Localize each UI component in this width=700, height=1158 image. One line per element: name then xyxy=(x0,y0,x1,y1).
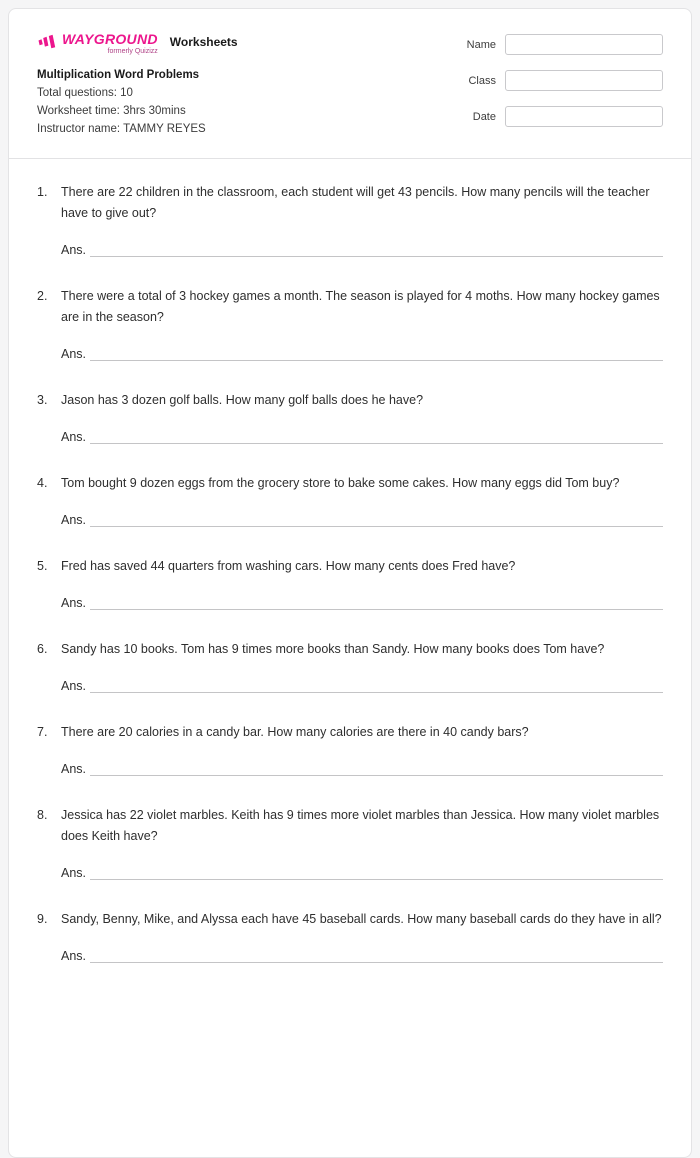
answer-label: Ans. xyxy=(61,596,87,610)
question-number: 8. xyxy=(37,808,48,822)
answer-label: Ans. xyxy=(61,430,87,444)
answer-label: Ans. xyxy=(61,347,87,361)
question-block xyxy=(37,182,663,257)
question-number: 2. xyxy=(37,289,48,303)
question-row xyxy=(37,805,663,847)
question-block xyxy=(37,556,663,610)
answer-row xyxy=(61,238,663,257)
question-block xyxy=(37,805,663,880)
answer-row xyxy=(61,508,663,527)
answer-blank-line xyxy=(90,676,663,693)
question-text: Jessica has 22 violet marbles. Keith has 9 times more violet marbles than Jessica. How many violet marbles does Keith have? xyxy=(61,808,660,843)
worksheet-time: Worksheet time: 3hrs 30mins xyxy=(37,105,186,117)
question-text: Fred has saved 44 quarters from washing cars. How many cents does Fred have? xyxy=(61,559,516,573)
worksheet-card xyxy=(8,8,692,1158)
answer-label: Ans. xyxy=(61,762,87,776)
answer-row xyxy=(61,591,663,610)
name-input[interactable] xyxy=(505,34,663,55)
question-text: There are 22 children in the classroom, each student will get 43 pencils. How many pencils will the teacher have to give out? xyxy=(61,185,650,220)
question-number: 6. xyxy=(37,642,48,656)
answer-label: Ans. xyxy=(61,243,87,257)
question-text: Jason has 3 dozen golf balls. How many golf balls does he have? xyxy=(61,393,424,407)
class-field-row xyxy=(452,70,663,91)
question-row xyxy=(37,473,663,494)
question-row xyxy=(37,390,663,411)
date-field-row xyxy=(452,106,663,127)
name-field-row xyxy=(452,34,663,55)
answer-label: Ans. xyxy=(61,949,87,963)
question-text: Tom bought 9 dozen eggs from the grocery store to bake some cakes. How many eggs did Tom buy? xyxy=(61,476,620,490)
answer-blank-line xyxy=(90,344,663,361)
question-number: 5. xyxy=(37,559,48,573)
questions-list xyxy=(9,159,691,1032)
answer-label: Ans. xyxy=(61,866,87,880)
question-row xyxy=(37,556,663,577)
question-row xyxy=(37,182,663,224)
question-row xyxy=(37,909,663,930)
answer-label: Ans. xyxy=(61,679,87,693)
answer-label: Ans. xyxy=(61,513,87,527)
question-number: 7. xyxy=(37,725,48,739)
question-row xyxy=(37,639,663,660)
question-number: 4. xyxy=(37,476,48,490)
answer-blank-line xyxy=(90,593,663,610)
answer-row xyxy=(61,861,663,880)
brand-row xyxy=(37,31,238,55)
question-block xyxy=(37,909,663,963)
total-questions: Total questions: 10 xyxy=(37,87,133,99)
question-number: 9. xyxy=(37,912,48,926)
answer-blank-line xyxy=(90,863,663,880)
student-fields xyxy=(452,34,663,142)
brand-text xyxy=(62,31,158,55)
question-text: Sandy has 10 books. Tom has 9 times more books than Sandy. How many books does Tom have? xyxy=(61,642,605,656)
header-left xyxy=(37,31,238,142)
answer-blank-line xyxy=(90,510,663,527)
answer-row xyxy=(61,342,663,361)
question-text: Sandy, Benny, Mike, and Alyssa each have 45 baseball cards. How many baseball cards do they have in all? xyxy=(61,912,662,926)
question-block xyxy=(37,286,663,361)
question-number: 3. xyxy=(37,393,48,407)
product-label: Worksheets xyxy=(169,35,238,49)
date-input[interactable] xyxy=(505,106,663,127)
answer-row xyxy=(61,757,663,776)
instructor-name: Instructor name: TAMMY REYES xyxy=(37,123,206,135)
class-input[interactable] xyxy=(505,70,663,91)
answer-row xyxy=(61,944,663,963)
answer-blank-line xyxy=(90,427,663,444)
question-text: There were a total of 3 hockey games a month. The season is played for 4 moths. How many hockey games are in the season? xyxy=(61,289,660,324)
wayground-logo-icon xyxy=(37,33,59,51)
answer-blank-line xyxy=(90,946,663,963)
brand-wordmark: WAYGROUND xyxy=(62,31,158,47)
question-block xyxy=(37,722,663,776)
date-label: Date xyxy=(472,110,496,123)
brand-tagline: formerly Quizizz xyxy=(107,48,158,55)
question-block xyxy=(37,639,663,693)
answer-blank-line xyxy=(90,240,663,257)
question-text: There are 20 calories in a candy bar. How many calories are there in 40 candy bars? xyxy=(61,725,529,739)
class-label: Class xyxy=(468,74,496,87)
answer-row xyxy=(61,674,663,693)
worksheet-title: Multiplication Word Problems xyxy=(37,69,200,81)
question-row xyxy=(37,722,663,743)
question-block xyxy=(37,390,663,444)
question-block xyxy=(37,473,663,527)
answer-row xyxy=(61,425,663,444)
question-row xyxy=(37,286,663,328)
answer-blank-line xyxy=(90,759,663,776)
question-number: 1. xyxy=(37,185,48,199)
name-label: Name xyxy=(466,38,496,51)
worksheet-header xyxy=(9,9,691,159)
